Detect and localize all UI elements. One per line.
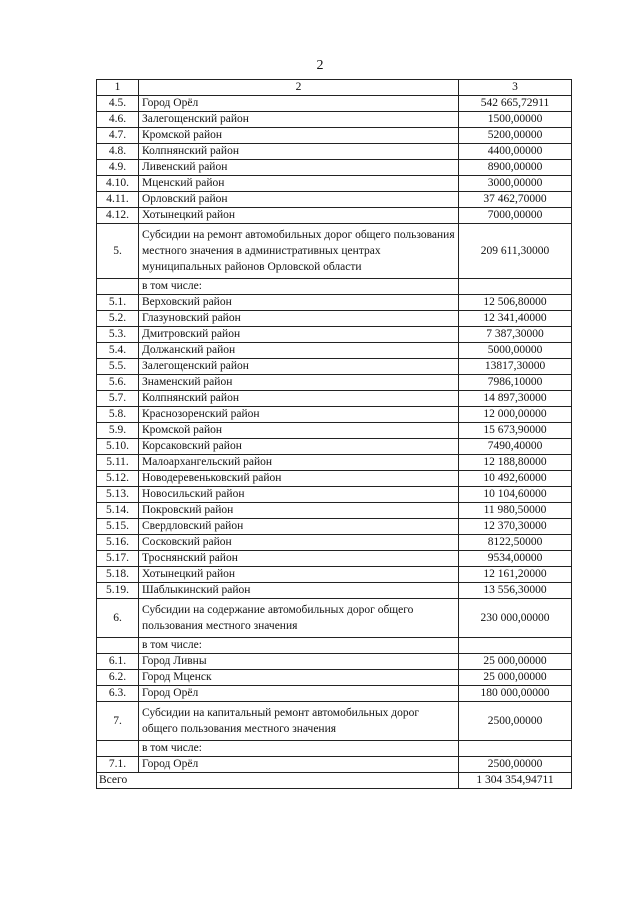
row-name: Малоархангельский район: [139, 455, 459, 471]
table-row: [97, 112, 572, 128]
row-value: 12 506,80000: [459, 295, 572, 311]
row-name: Кромской район: [139, 128, 459, 144]
row-value: 12 000,00000: [459, 407, 572, 423]
table-row: [97, 741, 572, 757]
row-value: 11 980,50000: [459, 503, 572, 519]
table-row: [97, 423, 572, 439]
row-value: 14 897,30000: [459, 391, 572, 407]
row-number: 5.8.: [97, 407, 139, 423]
row-value: 5000,00000: [459, 343, 572, 359]
row-value: 13817,30000: [459, 359, 572, 375]
row-value: 8122,50000: [459, 535, 572, 551]
row-number: 5.14.: [97, 503, 139, 519]
row-number: 4.5.: [97, 96, 139, 112]
row-value: 2500,00000: [459, 702, 572, 741]
row-number: 5.2.: [97, 311, 139, 327]
row-name: Ливенский район: [139, 160, 459, 176]
row-name: Верховский район: [139, 295, 459, 311]
row-name: Город Ливны: [139, 654, 459, 670]
row-number: 5.17.: [97, 551, 139, 567]
row-value: 5200,00000: [459, 128, 572, 144]
row-number: [97, 279, 139, 295]
table-row: [97, 757, 572, 773]
table-row: [97, 551, 572, 567]
row-value: 7 387,30000: [459, 327, 572, 343]
row-number: 5.18.: [97, 567, 139, 583]
row-name: Свердловский район: [139, 519, 459, 535]
table-row: [97, 128, 572, 144]
row-value: 25 000,00000: [459, 654, 572, 670]
row-number: 6.: [97, 599, 139, 638]
table-row: [97, 279, 572, 295]
row-name: Залегощенский район: [139, 359, 459, 375]
row-number: 6.1.: [97, 654, 139, 670]
row-value: [459, 741, 572, 757]
row-name: Город Мценск: [139, 670, 459, 686]
row-name: в том числе:: [139, 279, 459, 295]
row-name: Город Орёл: [139, 96, 459, 112]
table-row: [97, 638, 572, 654]
row-name: Должанский район: [139, 343, 459, 359]
row-name: Хотынецкий район: [139, 567, 459, 583]
row-name: Хотынецкий район: [139, 208, 459, 224]
row-value: [459, 638, 572, 654]
table-row: [97, 519, 572, 535]
row-value: 37 462,70000: [459, 192, 572, 208]
row-number: 5.19.: [97, 583, 139, 599]
allocation-table: [96, 79, 572, 789]
row-name: Колпнянский район: [139, 144, 459, 160]
table-row: [97, 654, 572, 670]
row-name: Колпнянский район: [139, 391, 459, 407]
table-row: [97, 327, 572, 343]
table-row: [97, 311, 572, 327]
row-value: 2500,00000: [459, 757, 572, 773]
row-number: 5.15.: [97, 519, 139, 535]
row-value: 12 161,20000: [459, 567, 572, 583]
total-label: Всего: [97, 773, 459, 789]
row-number: 5.13.: [97, 487, 139, 503]
table-row: [97, 224, 572, 279]
table-header-row: [97, 80, 572, 96]
row-value: 3000,00000: [459, 176, 572, 192]
table-body: [97, 80, 572, 789]
row-number: 4.8.: [97, 144, 139, 160]
row-value: 7490,40000: [459, 439, 572, 455]
row-name: в том числе:: [139, 741, 459, 757]
row-value: 13 556,30000: [459, 583, 572, 599]
row-value: [459, 279, 572, 295]
row-number: 5.3.: [97, 327, 139, 343]
table-row: [97, 96, 572, 112]
table-row: [97, 455, 572, 471]
row-value: 8900,00000: [459, 160, 572, 176]
row-number: 4.6.: [97, 112, 139, 128]
row-number: 6.3.: [97, 686, 139, 702]
row-value: 230 000,00000: [459, 599, 572, 638]
row-name: Знаменский район: [139, 375, 459, 391]
row-name: Орловский район: [139, 192, 459, 208]
row-name: Новосильский район: [139, 487, 459, 503]
table-row: [97, 583, 572, 599]
total-value: 1 304 354,94711: [459, 773, 572, 789]
row-number: 6.2.: [97, 670, 139, 686]
row-name: Кромской район: [139, 423, 459, 439]
row-value: 542 665,72911: [459, 96, 572, 112]
row-value: 7000,00000: [459, 208, 572, 224]
row-name: Краснозоренский район: [139, 407, 459, 423]
row-number: 5.16.: [97, 535, 139, 551]
table-row: [97, 375, 572, 391]
row-number: [97, 741, 139, 757]
row-name: Троснянский район: [139, 551, 459, 567]
row-number: 5.9.: [97, 423, 139, 439]
row-name: Глазуновский район: [139, 311, 459, 327]
table-row: [97, 343, 572, 359]
row-number: 4.11.: [97, 192, 139, 208]
table-row: [97, 160, 572, 176]
row-number: 5.6.: [97, 375, 139, 391]
row-value: 180 000,00000: [459, 686, 572, 702]
header-cell-number: 1: [97, 80, 139, 96]
header-cell-value: 3: [459, 80, 572, 96]
row-name: Покровский район: [139, 503, 459, 519]
row-value: 25 000,00000: [459, 670, 572, 686]
table-row: [97, 439, 572, 455]
row-name: Город Орёл: [139, 757, 459, 773]
row-value: 10 104,60000: [459, 487, 572, 503]
page-number: 2: [316, 58, 324, 73]
row-number: 4.9.: [97, 160, 139, 176]
table-row: [97, 535, 572, 551]
table-row: [97, 670, 572, 686]
row-name: Субсидии на ремонт автомобильных дорог общего пользования местного значения в административных центрах муниципальных районов Орловской области: [139, 224, 459, 279]
row-number: [97, 638, 139, 654]
row-number: 7.1.: [97, 757, 139, 773]
row-number: 5.1.: [97, 295, 139, 311]
table-row: [97, 503, 572, 519]
row-number: 5.7.: [97, 391, 139, 407]
row-number: 4.12.: [97, 208, 139, 224]
row-value: 4400,00000: [459, 144, 572, 160]
row-name: Дмитровский район: [139, 327, 459, 343]
row-name: в том числе:: [139, 638, 459, 654]
table-row: [97, 391, 572, 407]
table-row: [97, 144, 572, 160]
row-number: 5.11.: [97, 455, 139, 471]
row-name: Субсидии на капитальный ремонт автомобильных дорог общего пользования местного значения: [139, 702, 459, 741]
row-name: Шаблыкинский район: [139, 583, 459, 599]
row-value: 9534,00000: [459, 551, 572, 567]
table-row: [97, 295, 572, 311]
row-number: 5.12.: [97, 471, 139, 487]
table-row: [97, 208, 572, 224]
row-value: 12 370,30000: [459, 519, 572, 535]
row-number: 5.: [97, 224, 139, 279]
row-value: 1500,00000: [459, 112, 572, 128]
row-name: Корсаковский район: [139, 439, 459, 455]
table-row: [97, 599, 572, 638]
table-row: [97, 567, 572, 583]
row-number: 4.10.: [97, 176, 139, 192]
row-number: 4.7.: [97, 128, 139, 144]
row-number: 5.4.: [97, 343, 139, 359]
row-value: 12 341,40000: [459, 311, 572, 327]
row-number: 5.5.: [97, 359, 139, 375]
row-name: Мценский район: [139, 176, 459, 192]
row-number: 7.: [97, 702, 139, 741]
row-value: 7986,10000: [459, 375, 572, 391]
table-row: [97, 487, 572, 503]
row-value: 10 492,60000: [459, 471, 572, 487]
row-name: Залегощенский район: [139, 112, 459, 128]
row-name: Субсидии на содержание автомобильных дорог общего пользования местного значения: [139, 599, 459, 638]
row-value: 12 188,80000: [459, 455, 572, 471]
table-row: [97, 176, 572, 192]
table-row: [97, 359, 572, 375]
row-value: 209 611,30000: [459, 224, 572, 279]
row-name: Город Орёл: [139, 686, 459, 702]
row-name: Новодеревеньковский район: [139, 471, 459, 487]
row-number: 5.10.: [97, 439, 139, 455]
total-row: [97, 773, 572, 789]
table-row: [97, 702, 572, 741]
table-row: [97, 686, 572, 702]
table-row: [97, 192, 572, 208]
row-name: Сосковский район: [139, 535, 459, 551]
table-row: [97, 471, 572, 487]
row-value: 15 673,90000: [459, 423, 572, 439]
header-cell-name: 2: [139, 80, 459, 96]
table-row: [97, 407, 572, 423]
